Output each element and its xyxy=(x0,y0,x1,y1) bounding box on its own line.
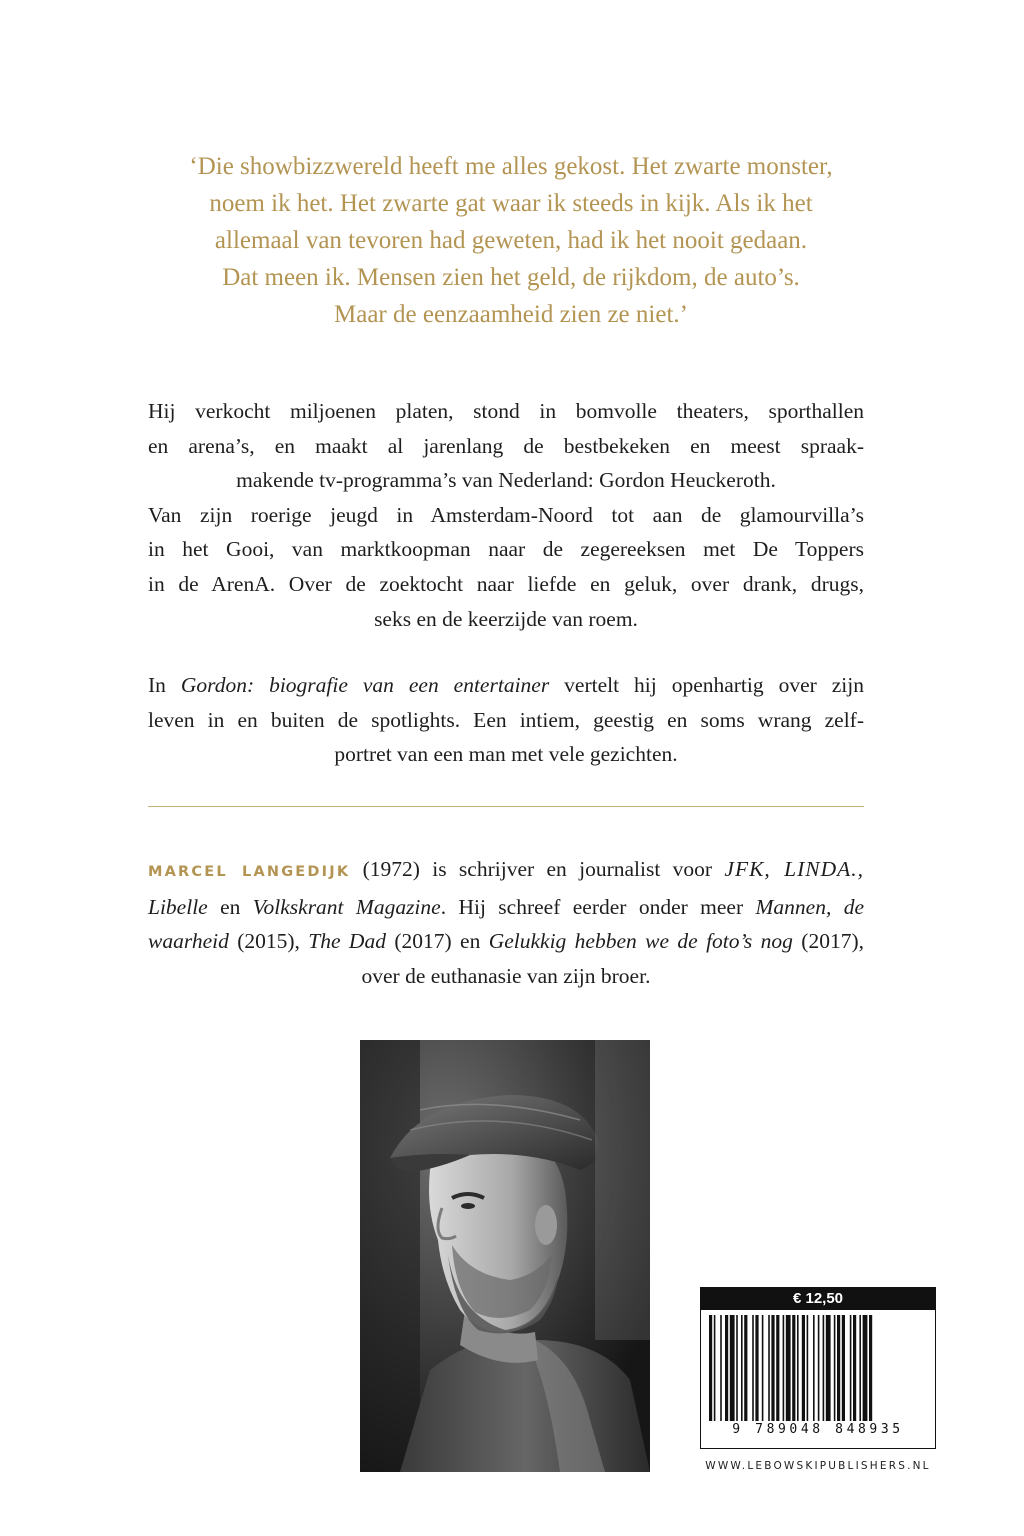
book-gelukkig: Gelukkig hebben we de foto’s nog xyxy=(488,929,793,954)
barcode-stripe xyxy=(807,1315,809,1421)
barcode-stripe xyxy=(786,1315,791,1421)
barcode-label xyxy=(700,1287,936,1449)
barcode-stripe xyxy=(853,1315,856,1421)
quote-line: allemaal van tevoren had geweten, had ik het nooit gedaan. xyxy=(214,227,808,254)
bio-line xyxy=(148,852,864,890)
description-paragraph-2 xyxy=(148,668,864,772)
bio-text: (2017), xyxy=(792,929,864,954)
description-line: makende tv-programma’s van Nederland: Gordon Heuckeroth. xyxy=(236,468,776,493)
pull-quote xyxy=(140,148,882,333)
barcode-stripe xyxy=(741,1315,743,1421)
barcode-stripe xyxy=(797,1315,799,1421)
barcode-stripe xyxy=(823,1315,825,1421)
barcode-stripe xyxy=(762,1315,764,1421)
description-line: portret van een man met vele gezichten. xyxy=(334,742,678,767)
barcode-stripe xyxy=(730,1315,735,1421)
barcode-stripe xyxy=(744,1315,747,1421)
author-portrait-image xyxy=(360,1040,650,1472)
bio-text: . Hij schreef eerder onder meer xyxy=(440,894,756,919)
barcode-stripe xyxy=(818,1315,820,1421)
bio-line xyxy=(148,890,864,925)
description-line: seks en de keerzijde van roem. xyxy=(374,606,638,631)
barcode-icon xyxy=(707,1315,929,1421)
book-mannen: Mannen, de xyxy=(755,894,864,919)
description-line: in het Gooi, van marktkoopman naar de zegereeksen met De Toppers xyxy=(148,537,864,562)
barcode-stripe xyxy=(768,1315,770,1421)
barcode-stripe xyxy=(752,1315,754,1421)
barcode-stripe xyxy=(736,1315,738,1421)
barcode-stripe xyxy=(709,1315,712,1421)
description-line xyxy=(148,668,864,703)
description-line: leven in en buiten de spotlights. Een intiem, geestig en soms wrang zelf- xyxy=(148,707,864,732)
barcode-stripe xyxy=(813,1315,815,1421)
bio-text: (2015), xyxy=(228,929,309,954)
bio-text: (2017) en xyxy=(385,929,489,954)
price-label: € 12,50 xyxy=(701,1288,935,1310)
author-name: MARCEL LANGEDIJK xyxy=(148,864,351,880)
book-the-dad: The Dad xyxy=(308,929,386,954)
barcode-stripe xyxy=(725,1315,728,1421)
barcode-stripe xyxy=(850,1315,852,1421)
barcode-stripe xyxy=(714,1315,716,1421)
isbn-number: 9 789048 848935 xyxy=(732,1422,904,1437)
description-line: en arena’s, en maakt al jarenlang de bestbekeken en meest spraak- xyxy=(148,433,864,458)
magazine-jfk-linda: JFK, LINDA., xyxy=(724,857,864,881)
bio-text: en xyxy=(207,894,253,919)
quote-line: ‘Die showbizzwereld heeft me alles gekost. Het zwarte monster, xyxy=(189,153,833,180)
barcode-stripe xyxy=(869,1315,872,1421)
magazine-libelle: Libelle xyxy=(148,894,208,919)
magazine-volkskrant: Volkskrant Magazine xyxy=(252,894,441,919)
barcode-stripe xyxy=(826,1315,831,1421)
barcode-stripe xyxy=(783,1315,785,1421)
bio-line: over de euthanasie van zijn broer. xyxy=(361,963,651,988)
quote-line: noem ik het. Het zwarte gat waar ik steeds in kijk. Als ik het xyxy=(209,190,813,217)
quote-line: Dat meen ik. Mensen zien het geld, de rijkdom, de auto’s. xyxy=(222,264,800,291)
description-line: Hij verkocht miljoenen platen, stond in bomvolle theaters, sporthallen xyxy=(148,399,864,423)
divider-rule xyxy=(148,806,864,807)
bio-line xyxy=(148,924,864,959)
description-text: vertelt hij openhartig over zijn xyxy=(549,673,864,697)
barcode-stripe xyxy=(837,1315,840,1421)
description-prefix: In xyxy=(148,673,181,697)
barcode-stripe xyxy=(755,1315,758,1421)
book-title: Gordon: biografie van een entertainer xyxy=(180,673,550,697)
barcode-stripe xyxy=(842,1315,845,1421)
barcode-stripe xyxy=(859,1315,861,1421)
author-bio xyxy=(148,852,864,993)
quote-line: Maar de eenzaamheid zien ze niet.’ xyxy=(334,301,688,328)
bio-text: (1972) is schrijver en journalist voor xyxy=(350,857,725,881)
barcode-stripe xyxy=(771,1315,774,1421)
description-line: Van zijn roerige jeugd in Amsterdam-Noord tot aan de glamourvilla’s xyxy=(148,502,864,527)
publisher-website: WWW.LEBOWSKIPUBLISHERS.NL xyxy=(705,1460,931,1472)
description-paragraph-1 xyxy=(148,394,864,636)
barcode-stripe xyxy=(792,1315,795,1421)
barcode-stripe xyxy=(802,1315,805,1421)
barcode-stripe xyxy=(863,1315,868,1421)
book-mannen-b: waarheid xyxy=(148,929,229,954)
barcode-stripe xyxy=(834,1315,836,1421)
barcode-stripe xyxy=(720,1315,722,1421)
author-photo xyxy=(360,1040,650,1472)
description-line: in de ArenA. Over de zoektocht naar liefde en geluk, over drank, drugs, xyxy=(148,571,864,596)
barcode-stripe xyxy=(776,1315,779,1421)
